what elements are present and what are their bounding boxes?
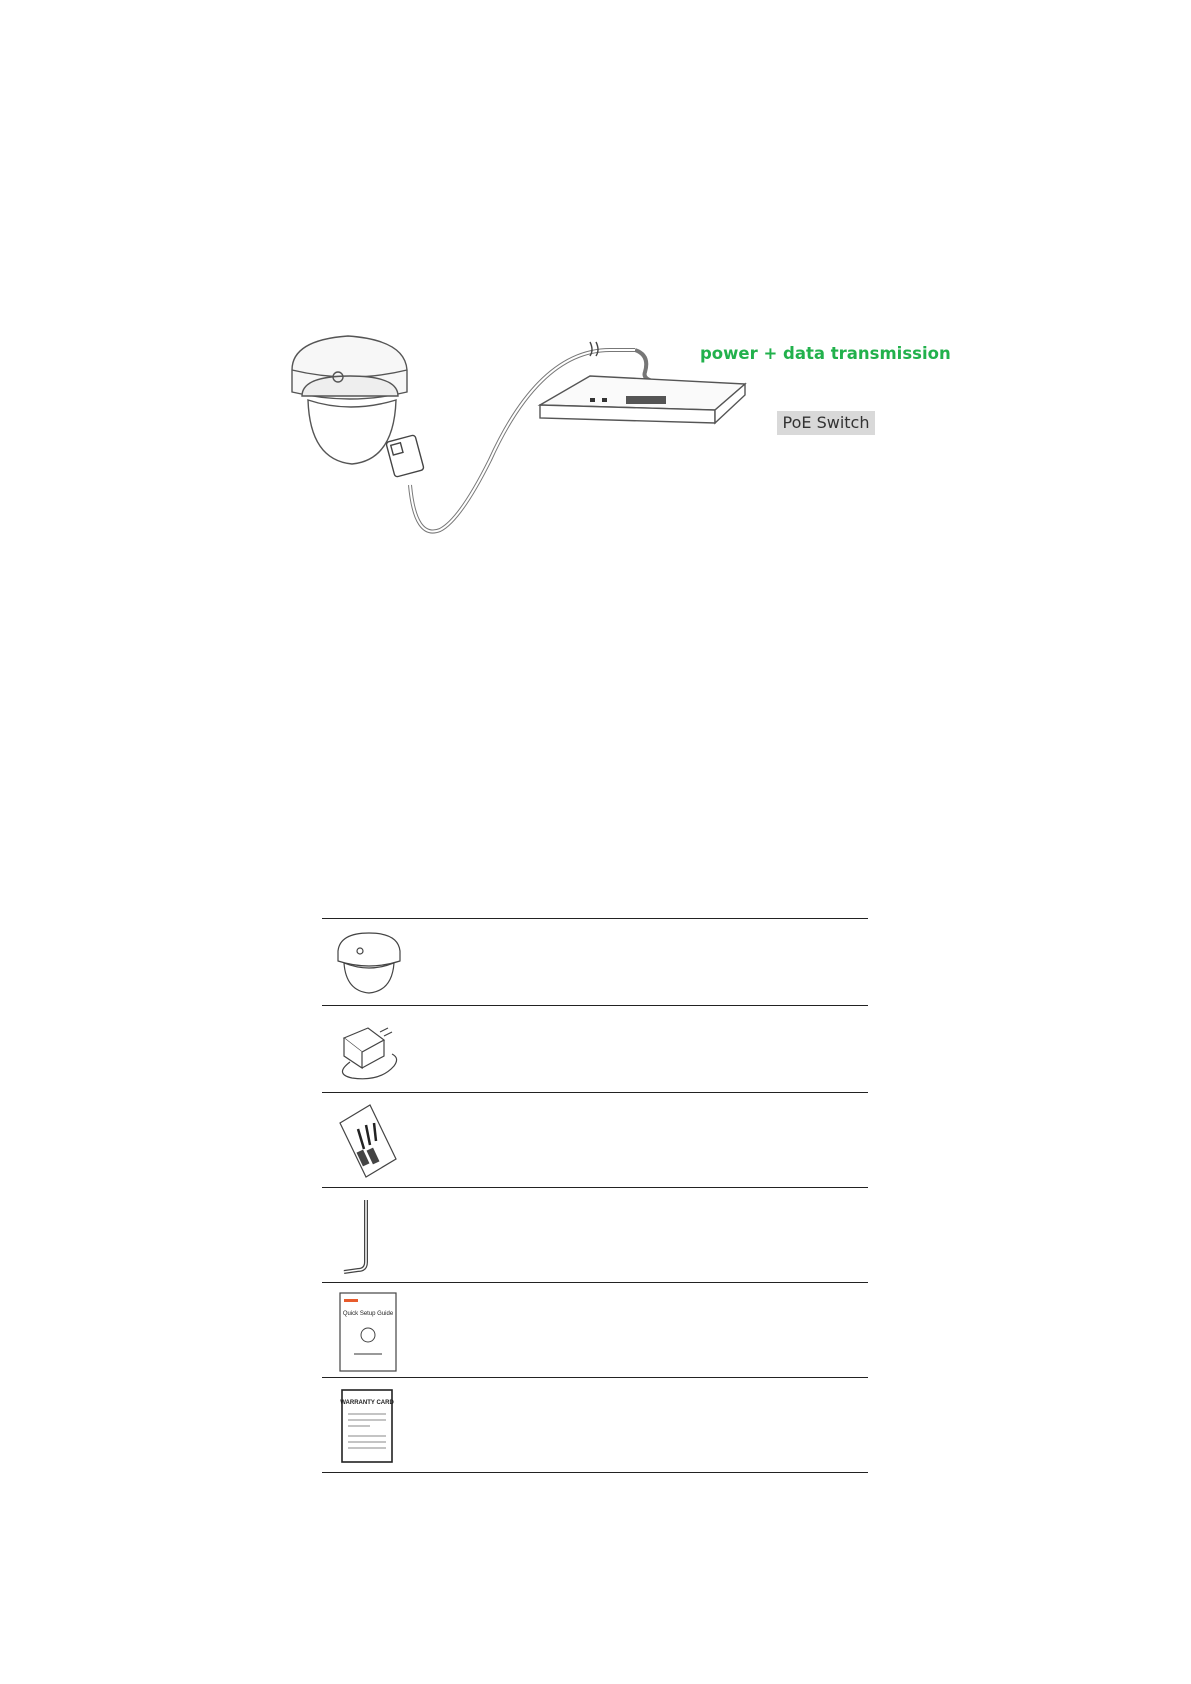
warranty-card-icon	[330, 1384, 408, 1466]
package-row-camera	[322, 918, 868, 1005]
svg-text:Quick Setup Guide: Quick Setup Guide	[342, 1311, 394, 1317]
quick-setup-guide-icon	[330, 1289, 408, 1375]
package-row-warranty-card	[322, 1377, 868, 1473]
package-row-quick-setup-guide	[322, 1282, 868, 1377]
poe-switch-label: PoE Switch	[777, 411, 875, 435]
package-row-power-adapter	[322, 1005, 868, 1092]
package-contents-table	[322, 918, 868, 1473]
svg-text:WARRANTY CARD: WARRANTY CARD	[340, 1400, 394, 1406]
package-row-hex-key	[322, 1187, 868, 1282]
hex-key-icon	[330, 1194, 408, 1276]
power-adapter-icon	[330, 1012, 408, 1086]
dome-camera-icon	[330, 925, 408, 999]
transmission-label: power + data transmission	[700, 344, 951, 363]
poe-connection-diagram	[290, 310, 951, 540]
poe-switch-icon	[540, 376, 745, 423]
screw-pack-icon	[330, 1099, 408, 1181]
package-row-screw-pack	[322, 1092, 868, 1187]
rj45-connector-icon	[386, 435, 424, 478]
